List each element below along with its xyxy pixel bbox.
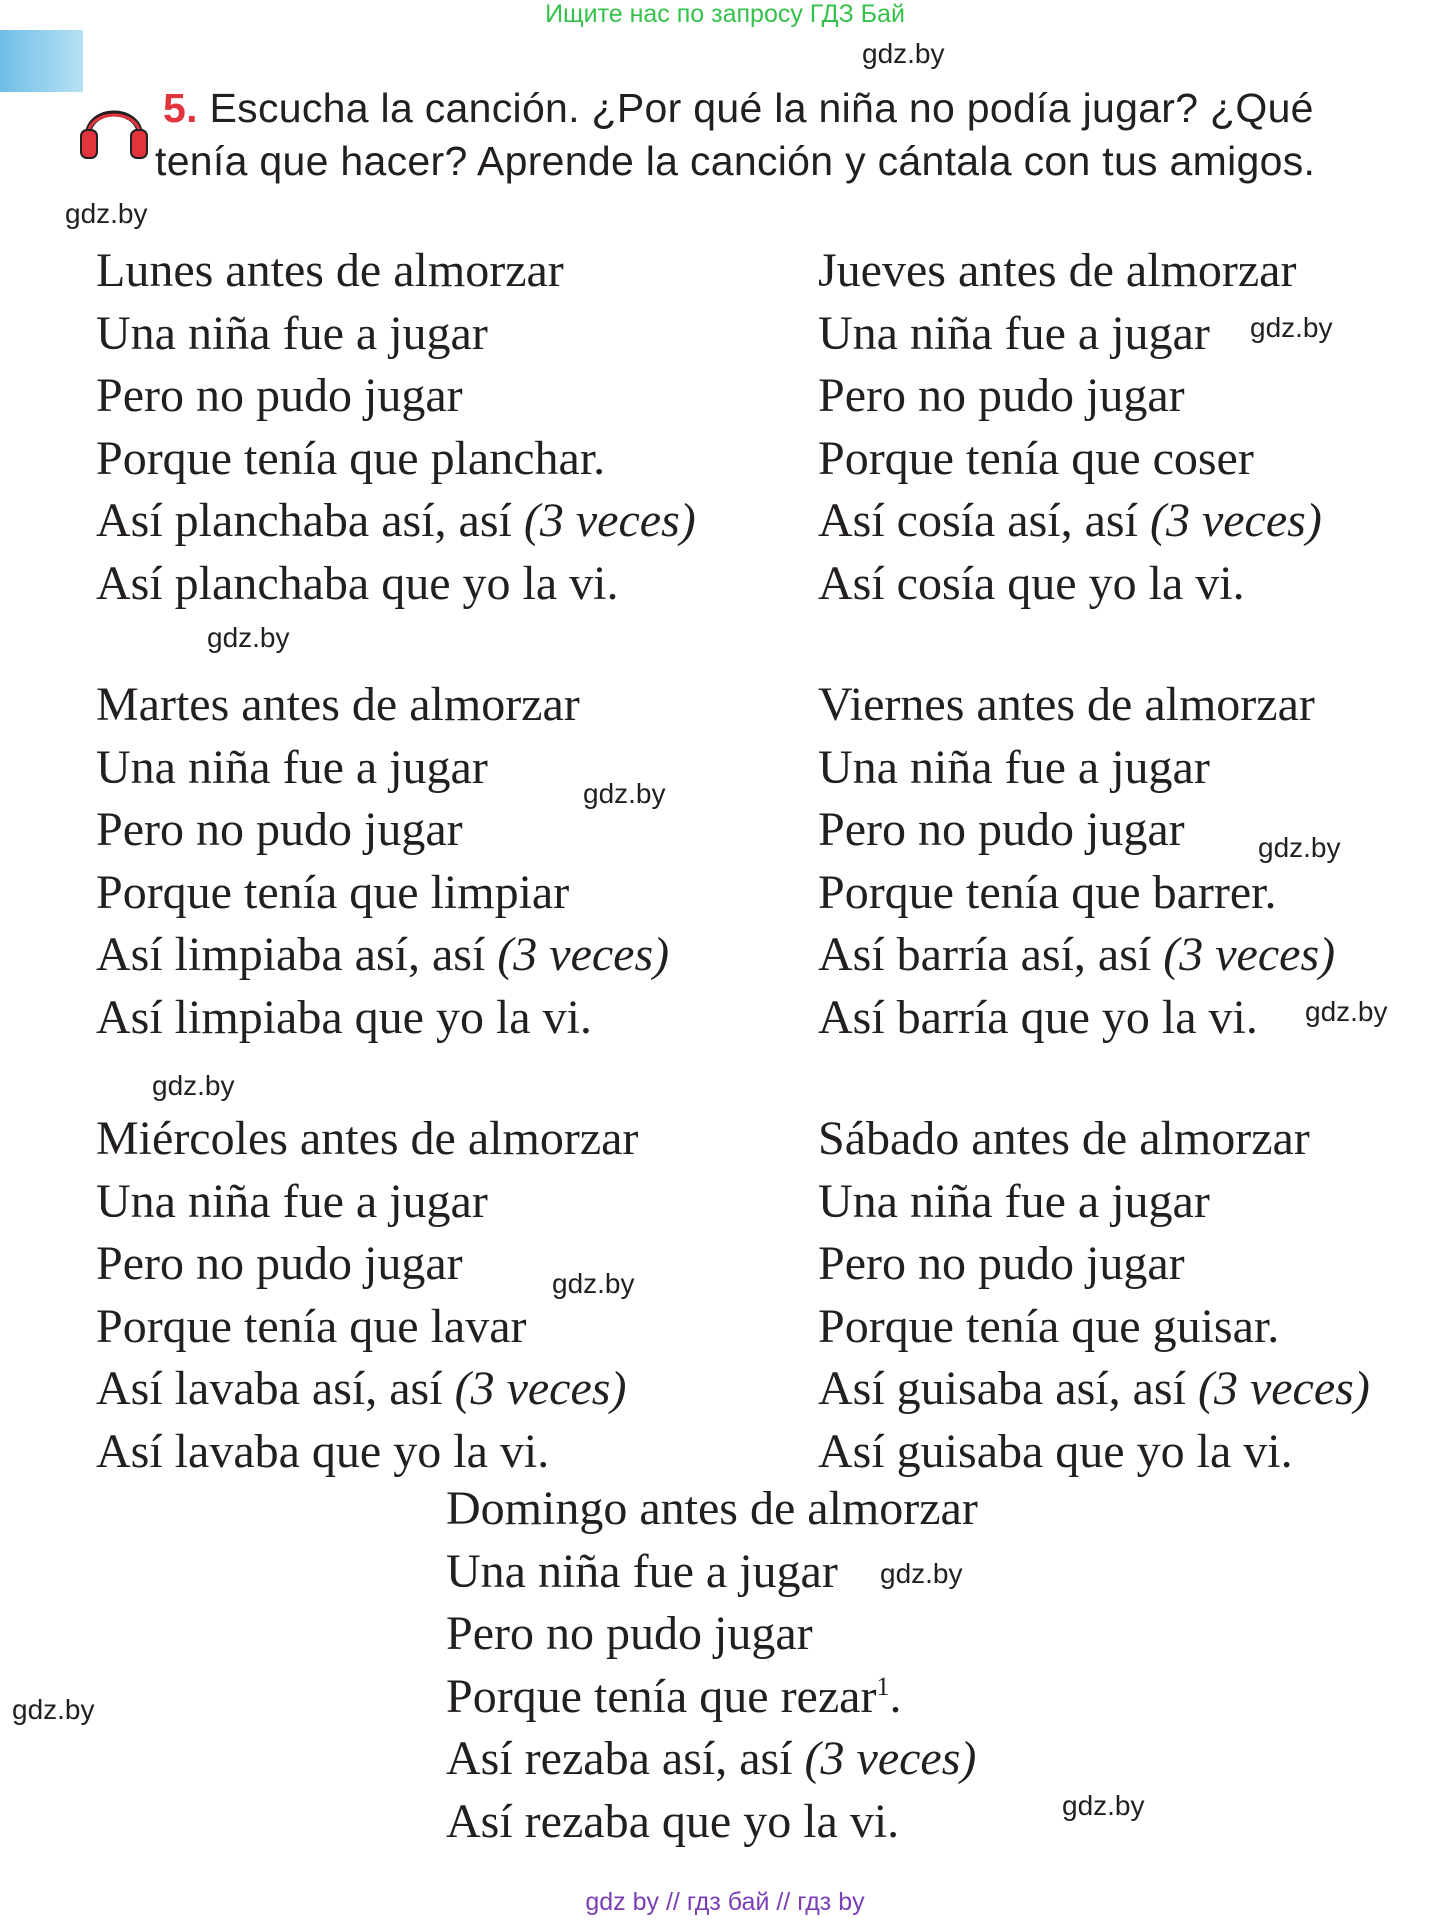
verse-line: Pero no pudo jugar	[96, 369, 463, 422]
headphones-icon	[78, 96, 150, 160]
repeat-note: (3 veces)	[1163, 928, 1336, 981]
verse-text: Así limpiaba así, así	[96, 928, 486, 981]
repeat-note: (3 veces)	[497, 928, 670, 981]
task-text: Escucha la canción. ¿Por qué la niña no podía jugar? ¿Qué tenía que hacer? Aprende la canción y cántala con tus amigos.	[155, 85, 1316, 184]
verse-line: Martes antes de almorzar	[96, 678, 580, 731]
verse-text: Así rezaba así, así	[446, 1732, 793, 1785]
verse-line	[818, 490, 1322, 553]
watermark: gdz.by	[862, 38, 945, 69]
repeat-note: (3 veces)	[523, 494, 696, 547]
verse-line: Una niña fue a jugar	[96, 740, 488, 794]
repeat-note: (3 veces)	[454, 1362, 627, 1415]
corner-tab	[0, 30, 83, 92]
verse-line: Porque tenía que lavar	[96, 1299, 527, 1353]
top-banner[interactable]: Ищите нас по запросу ГДЗ Бай	[545, 0, 905, 28]
verse-line: Pero no pudo jugar	[818, 803, 1185, 856]
verse-line: Una niña fue a jugar	[96, 1174, 488, 1228]
verse-line: Una niña fue a jugar	[818, 740, 1210, 794]
footer-links[interactable]: gdz by // гдз бай // гдз by	[585, 1888, 865, 1916]
verse-line: Miércoles antes de almorzar	[96, 1112, 639, 1165]
watermark: gdz.by	[1062, 1790, 1145, 1821]
verse-line: Así cosía que yo la vi.	[818, 556, 1245, 610]
verse-line: Pero no pudo jugar	[446, 1607, 813, 1660]
verse-line: Una niña fue a jugar	[818, 306, 1210, 360]
watermark: gdz.by	[1250, 312, 1333, 343]
verse-line: Así barría que yo la vi.	[818, 990, 1258, 1044]
verse-line: Porque tenía que barrer.	[818, 865, 1277, 919]
verse-domingo	[446, 1478, 978, 1853]
watermark: gdz.by	[1305, 996, 1388, 1027]
verse-line: Porque tenía que planchar.	[96, 431, 606, 485]
watermark: gdz.by	[1258, 832, 1341, 863]
verse-sabado	[818, 1108, 1370, 1483]
verse-line	[96, 490, 696, 553]
footnote-marker: 1	[876, 1671, 890, 1701]
verse-line: Una niña fue a jugar	[96, 306, 488, 360]
verse-text: Porque tenía que rezar	[446, 1669, 877, 1723]
verse-line	[96, 924, 669, 987]
watermark: gdz.by	[880, 1558, 963, 1589]
verse-text: Así cosía así, así	[818, 494, 1138, 547]
verse-line	[96, 1358, 638, 1421]
verse-text: .	[889, 1669, 902, 1723]
verse-line: Viernes antes de almorzar	[818, 678, 1315, 731]
verse-line: Porque tenía que limpiar	[96, 865, 570, 919]
verse-line: Pero no pudo jugar	[96, 1237, 463, 1290]
verse-line	[446, 1666, 978, 1729]
watermark: gdz.by	[207, 622, 290, 653]
verse-line: Así planchaba que yo la vi.	[96, 556, 619, 610]
watermark: gdz.by	[12, 1694, 95, 1725]
verse-line	[818, 1358, 1370, 1421]
repeat-note: (3 veces)	[804, 1732, 977, 1785]
verse-line: Porque tenía que guisar.	[818, 1299, 1280, 1353]
task-instruction	[155, 82, 1415, 188]
verse-line: Una niña fue a jugar	[446, 1544, 838, 1598]
verse-text: Así barría así, así	[818, 928, 1152, 981]
verse-line: Así lavaba que yo la vi.	[96, 1424, 550, 1478]
task-number: 5.	[163, 85, 198, 131]
watermark: gdz.by	[583, 778, 666, 809]
verse-line: Una niña fue a jugar	[818, 1174, 1210, 1228]
watermark: gdz.by	[552, 1268, 635, 1299]
verse-line: Pero no pudo jugar	[96, 803, 463, 856]
verse-text: Así lavaba así, así	[96, 1362, 443, 1415]
watermark: gdz.by	[152, 1070, 235, 1101]
repeat-note: (3 veces)	[1149, 494, 1322, 547]
verse-line	[446, 1728, 978, 1791]
verse-line: Porque tenía que coser	[818, 431, 1254, 485]
verse-text: Así guisaba así, así	[818, 1362, 1186, 1415]
verse-line: Lunes antes de almorzar	[96, 244, 564, 297]
verse-line: Jueves antes de almorzar	[818, 244, 1297, 297]
verse-jueves	[818, 240, 1322, 615]
verse-martes	[96, 674, 669, 1049]
verse-line: Domingo antes de almorzar	[446, 1482, 978, 1535]
verse-line: Así limpiaba que yo la vi.	[96, 990, 592, 1044]
verse-line: Pero no pudo jugar	[818, 369, 1185, 422]
repeat-note: (3 veces)	[1197, 1362, 1370, 1415]
verse-text: Así planchaba así, así	[96, 494, 512, 547]
verse-line: Así rezaba que yo la vi.	[446, 1794, 900, 1848]
watermark: gdz.by	[65, 198, 148, 229]
verse-line: Sábado antes de almorzar	[818, 1112, 1310, 1165]
verse-line: Así guisaba que yo la vi.	[818, 1424, 1293, 1478]
verse-line: Pero no pudo jugar	[818, 1237, 1185, 1290]
verse-lunes	[96, 240, 696, 615]
verse-line	[818, 924, 1335, 987]
